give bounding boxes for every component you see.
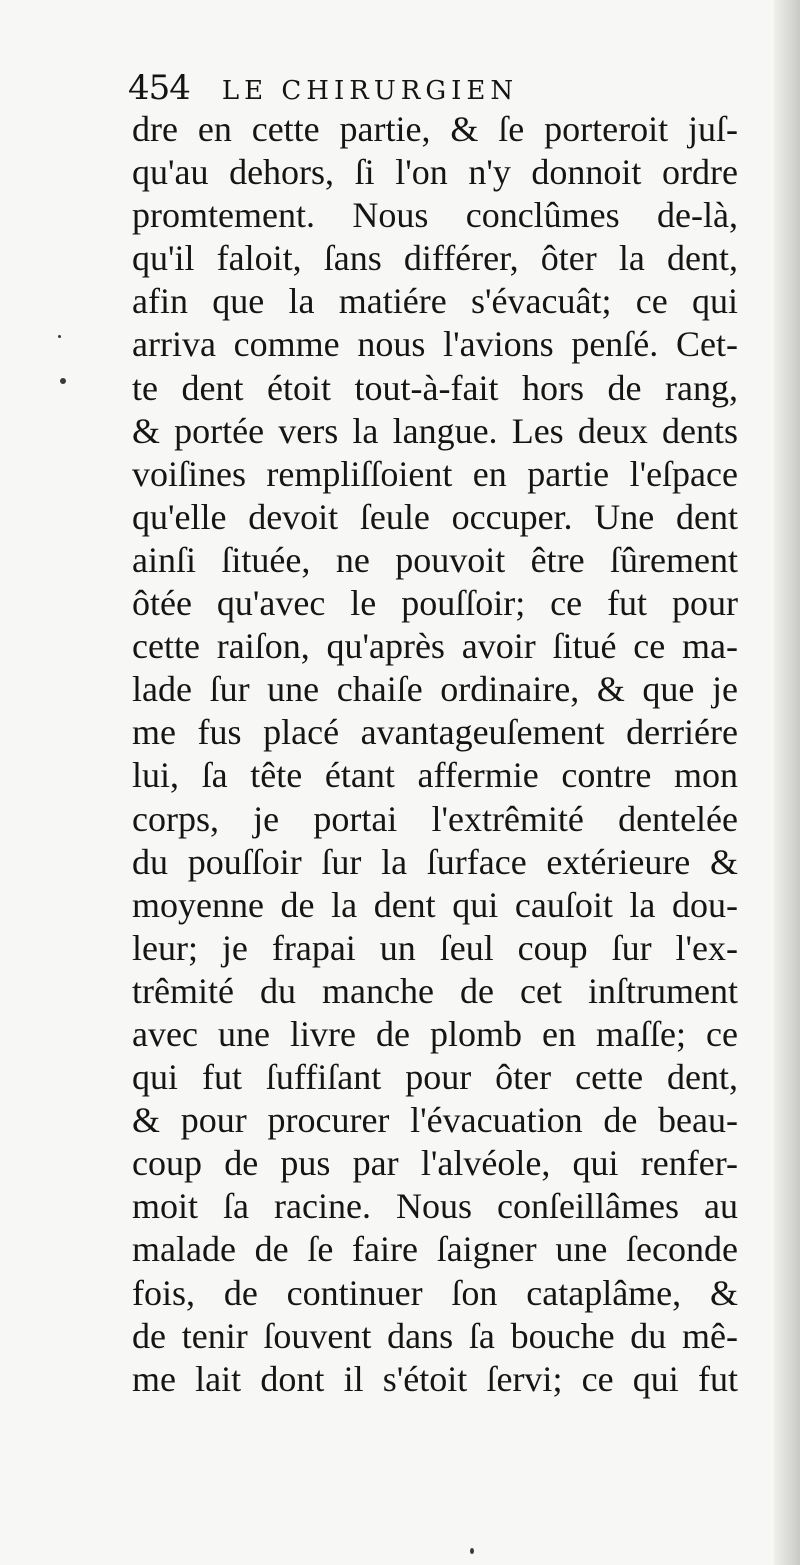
text-line: voiſines rempliſſoient en partie l'eſpace <box>132 453 738 494</box>
text-line: qui fut ſuffiſant pour ôter cette dent, <box>132 1057 738 1098</box>
text-line: promtement. Nous conclûmes de-là, <box>132 195 738 236</box>
text-line: ainſi ſituée, ne pouvoit être ſûrement <box>132 539 738 580</box>
text-line: qu'elle devoit ſeule occuper. Une dent <box>132 496 738 537</box>
text-line: & portée vers la langue. Les deux dents <box>132 410 738 451</box>
text-line: malade de ſe faire ſaigner une ſeconde <box>132 1229 738 1270</box>
text-line: lade ſur une chaiſe ordinaire, & que je <box>132 669 738 710</box>
body-text <box>132 108 738 1401</box>
text-line: me lait dont il s'étoit ſervi; ce qui fut <box>132 1358 738 1399</box>
running-title: LE CHIRURGIEN <box>221 76 519 106</box>
running-header <box>128 68 518 108</box>
text-line: dre en cette partie, & ſe porteroit juſ- <box>132 109 738 149</box>
text-line: leur; je frapai un ſeul coup ſur l'ex- <box>132 927 738 968</box>
text-line: trêmité du manche de cet inſtrument <box>132 970 738 1011</box>
text-line: me fus placé avantageuſement derriére <box>132 712 738 753</box>
text-line: afin que la matiére s'évacuât; ce qui <box>132 281 738 322</box>
text-line: du pouſſoir ſur la ſurface extérieure & <box>132 841 738 882</box>
text-line: qu'il faloit, ſans différer, ôter la dent, <box>132 238 738 279</box>
text-line: moyenne de la dent qui cauſoit la dou- <box>132 884 738 925</box>
page-edge-shadow <box>774 0 800 1565</box>
text-line: fois, de continuer ſon cataplâme, & <box>132 1272 738 1313</box>
text-line: ôtée qu'avec le pouſſoir; ce fut pour <box>132 583 738 624</box>
ink-speck <box>58 335 61 338</box>
text-line: de tenir ſouvent dans ſa bouche du mê- <box>132 1315 738 1356</box>
text-line: cette raiſon, qu'après avoir ſitué ce ma- <box>132 626 738 667</box>
text-line: avec une livre de plomb en maſſe; ce <box>132 1013 738 1054</box>
text-line: te dent étoit tout-à-fait hors de rang, <box>132 367 738 408</box>
ink-speck <box>470 1548 474 1554</box>
text-line: corps, je portai l'extrêmité dentelée <box>132 798 738 839</box>
text-line: & pour procurer l'évacuation de beau- <box>132 1100 738 1141</box>
text-line: coup de pus par l'alvéole, qui renfer- <box>132 1143 738 1184</box>
text-line: arriva comme nous l'avions penſé. Cet- <box>132 324 738 365</box>
text-line: qu'au dehors, ſi l'on n'y donnoit ordre <box>132 152 738 193</box>
ink-speck <box>60 378 66 384</box>
text-line: moit ſa racine. Nous conſeillâmes au <box>132 1186 738 1227</box>
page-number: 454 <box>128 68 190 108</box>
text-line: lui, ſa tête étant affermie contre mon <box>132 755 738 796</box>
